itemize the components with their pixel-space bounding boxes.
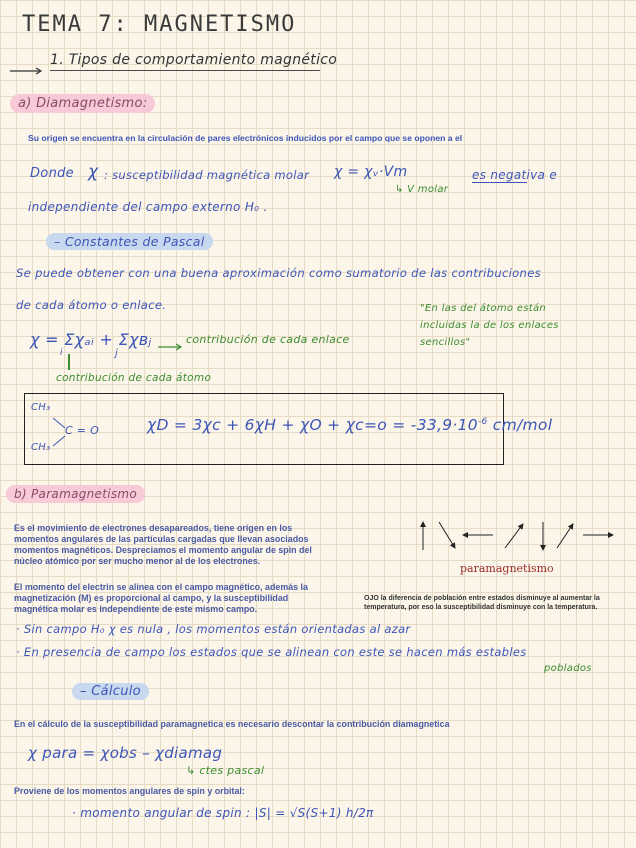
paramag-para1: Es el movimiento de electrones desapareados, tiene origen en los momentos angulares de las partículas cargadas que llevan asociados momentos magnéticos. Despreciamos el momento angular de spin del núcleo atómico por ser mucho menor al de los electrones. [14, 523, 312, 566]
proviene-text: Proviene de los momentos angulares de spin y orbital: [14, 786, 245, 796]
vmolar-note: ↳ V molar [395, 184, 449, 195]
pascal-note: "En las del átomo están incluidas la de los enlaces sencillos" [420, 303, 559, 348]
paramag-heading: b) Paramagnetismo [6, 487, 145, 501]
ctes-pascal-note: ↳ ctes pascal [186, 764, 265, 777]
figure-caption: paramagnetismo [460, 562, 554, 575]
chi-symbol: χ [88, 162, 99, 182]
bond-lines [49, 414, 69, 450]
section-underline [50, 70, 320, 71]
section-arrow [10, 60, 42, 79]
spin-formula: · momento angular de spin : |S| = √S(S+1) h/2π [72, 806, 374, 820]
paramag-para2: El momento del electrin se alinea con el campo magnético, además la magnetización (M) es proporcional al campo, y la susceptibilidad magnética molar es independiente de este mismo campo. [14, 582, 308, 614]
carbonyl: C = O [65, 424, 100, 437]
independiente-text: independiente del campo externo H₀ . [28, 200, 268, 214]
bullet-sin-campo: · Sin campo H₀ χ es nula , los momentos están orientadas al azar [16, 622, 411, 636]
donde-label: Donde [30, 166, 74, 181]
methyl-bottom: CH₃ [31, 442, 51, 453]
ojo-note: OJO la diferencia de población entre estados disminuye al aumentar la temperatura, por eso la susceptibilidad disminuye con la temperatura. [364, 595, 600, 611]
calculo-text: En el cálculo de la susceptibilidad paramagnetica es necesario descontar la contribución diamagnetica [14, 719, 450, 729]
sum-index-j: j [115, 348, 119, 359]
calculo-heading: – Cálculo [72, 684, 149, 699]
susceptibility-label: : susceptibilidad magnética molar [104, 168, 310, 182]
para-formula: χ para = χobs – χdiamag [28, 744, 223, 762]
contrib-enlace: contribución de cada enlace [186, 333, 350, 346]
acetone-formula: $\chi D = 3\chi c + 6\chi H + \chi O + \chi c=o = -33,9\cdot 10^{-6}$ cm/mol [147, 416, 553, 434]
negativa-text: es negativa e [472, 168, 557, 182]
section-heading: 1. Tipos de comportamiento magnético [50, 52, 338, 68]
sum-index-i: i [60, 348, 63, 358]
diamag-heading: a) Diamagnetismo: [10, 96, 155, 111]
pascal-line2: de cada átomo o enlace. [16, 298, 167, 312]
negativa-underline [472, 182, 527, 183]
pascal-heading: – Constantes de Pascal [46, 234, 213, 249]
molar-formula: χ = χᵥ·Vm [334, 164, 408, 180]
bullet-presencia: · En presencia de campo los estados que se alinean con este se hacen más estables [16, 645, 527, 659]
page-title: TEMA 7: MAGNETISMO [22, 12, 297, 37]
spin-arrows-figure [415, 518, 620, 558]
sum-formula: χ = Σχₐᵢ + Σχʙⱼ [30, 330, 152, 349]
contrib-atomo: contribución de cada átomo [56, 372, 212, 384]
methyl-top: CH₃ [31, 402, 51, 413]
pascal-line1: Se puede obtener con una buena aproximación como sumatorio de las contribuciones [16, 266, 541, 280]
diamag-intro: Su origen se encuentra en la circulación de pares electrónicos inducidos por el campo que se oponen a el [28, 133, 463, 143]
acetone-box [24, 393, 553, 465]
poblados-note: poblados [544, 663, 592, 674]
atomo-connector [68, 354, 70, 370]
enlace-arrow [158, 336, 184, 355]
